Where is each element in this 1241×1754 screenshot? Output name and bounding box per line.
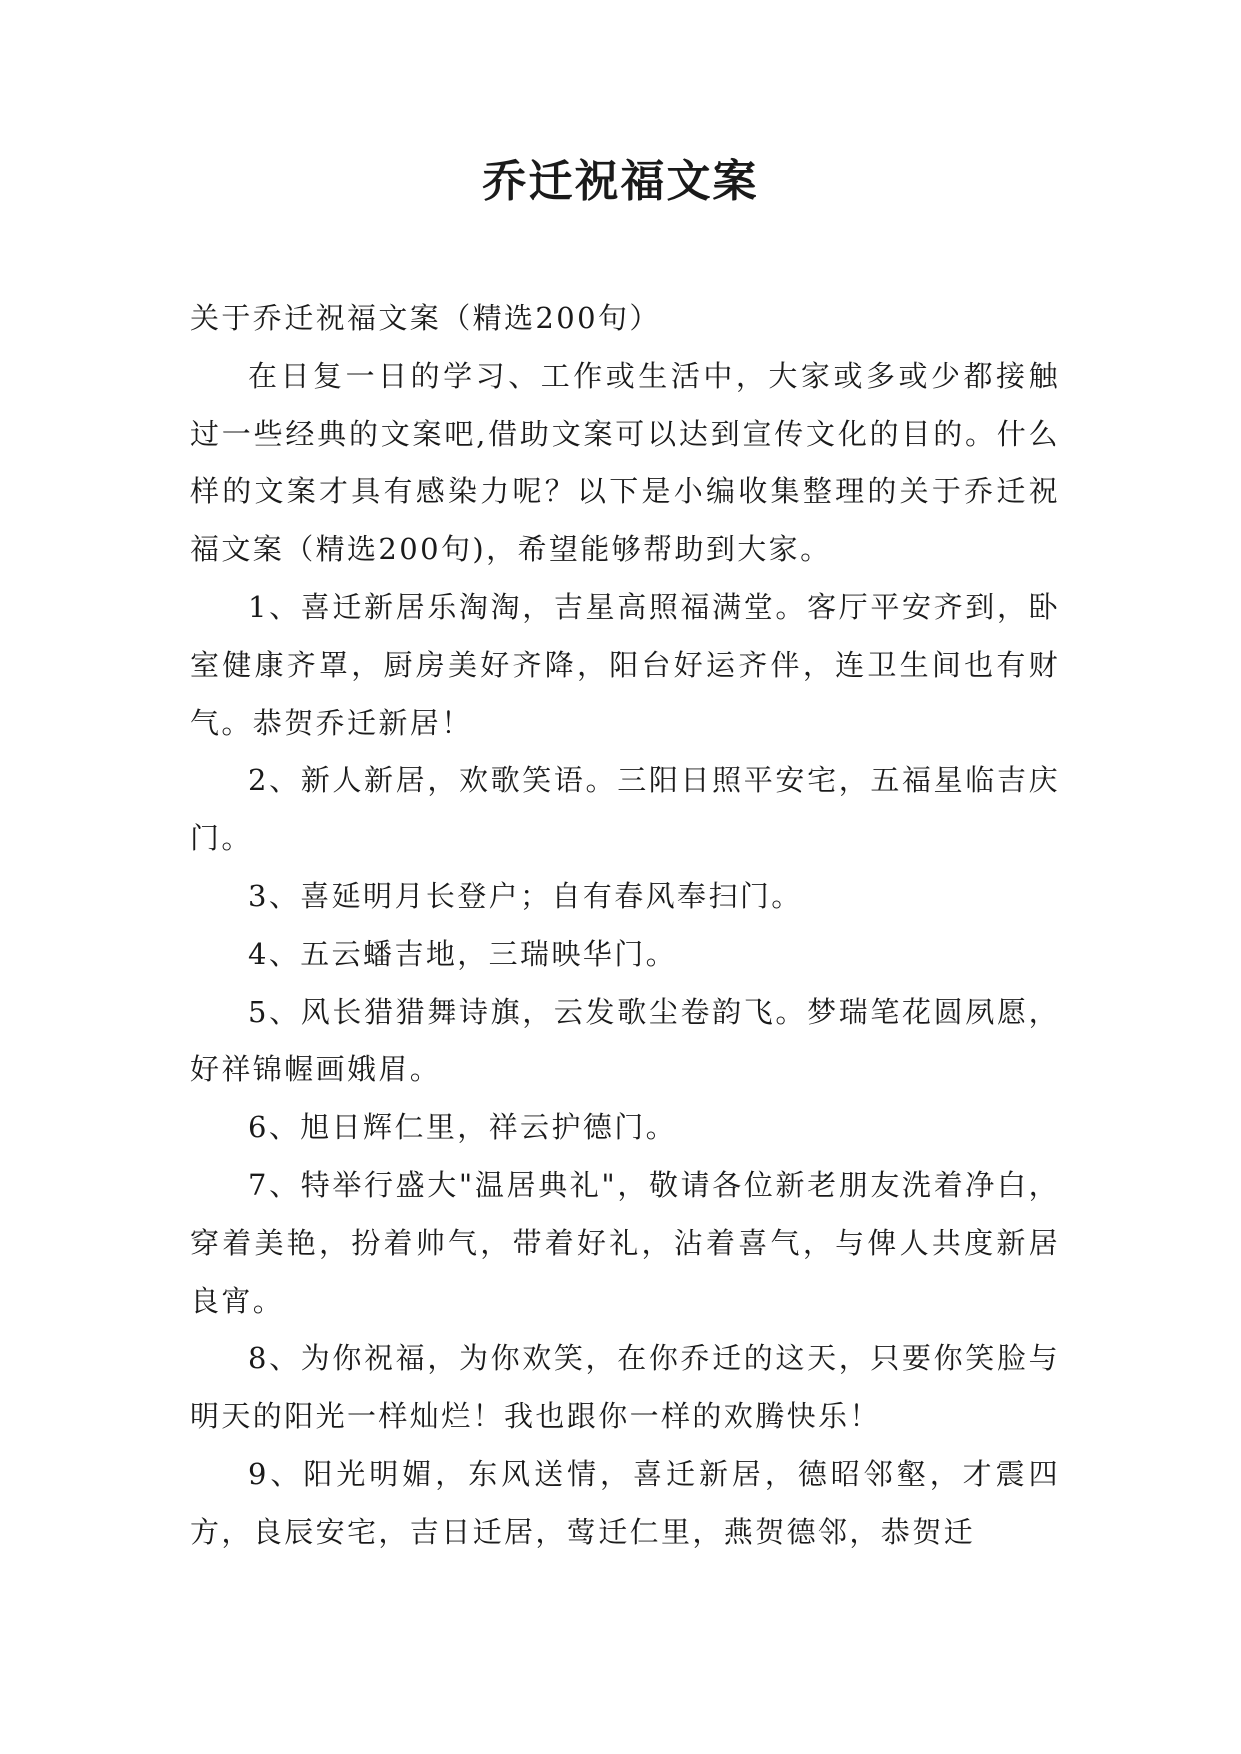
document-body — [190, 290, 1060, 1562]
list-item: 1、喜迁新居乐淘淘，吉星高照福满堂。客厅平安齐到，卧室健康齐罩，厨房美好齐降，阳台好运齐伴，连卫生间也有财气。恭贺乔迁新居！ — [190, 589, 1060, 740]
list-item: 8、为你祝福，为你欢笑，在你乔迁的这天，只要你笑脸与明天的阳光一样灿烂！我也跟你一样的欢腾快乐！ — [190, 1341, 1060, 1434]
document-subtitle: 关于乔迁祝福文案（精选200句） — [190, 301, 661, 335]
list-item: 5、风长猎猎舞诗旗，云发歌尘卷韵飞。梦瑞笔花圆夙愿，好祥锦幄画娥眉。 — [190, 994, 1060, 1087]
intro-paragraph: 在日复一日的学习、工作或生活中，大家或多或少都接触过一些经典的文案吧,借助文案可以达到宣传文化的目的。什么样的文案才具有感染力呢？以下是小编收集整理的关于乔迁祝福文案（精选200句)，希望能够帮助到大家。 — [190, 358, 1060, 567]
list-item: 4、五云蟠吉地，三瑞映华门。 — [248, 936, 678, 971]
document-title: 乔迁祝福文案 — [482, 156, 759, 207]
list-item: 6、旭日辉仁里，祥云护德门。 — [248, 1110, 678, 1145]
list-item: 9、阳光明媚，东风送情，喜迁新居，德昭邻壑，才震四方，良辰安宅，吉日迁居，莺迁仁里，燕贺德邻，恭贺迁 — [190, 1456, 1060, 1549]
list-item: 3、喜延明月长登户；自有春风奉扫门。 — [248, 878, 803, 913]
list-item: 7、特举行盛大"温居典礼"，敬请各位新老朋友洗着净白，穿着美艳，扮着帅气，带着好礼，沾着喜气，与俾人共度新居良宵。 — [190, 1167, 1060, 1318]
list-item: 2、新人新居，欢歌笑语。三阳日照平安宅，五福星临吉庆门。 — [190, 763, 1060, 856]
